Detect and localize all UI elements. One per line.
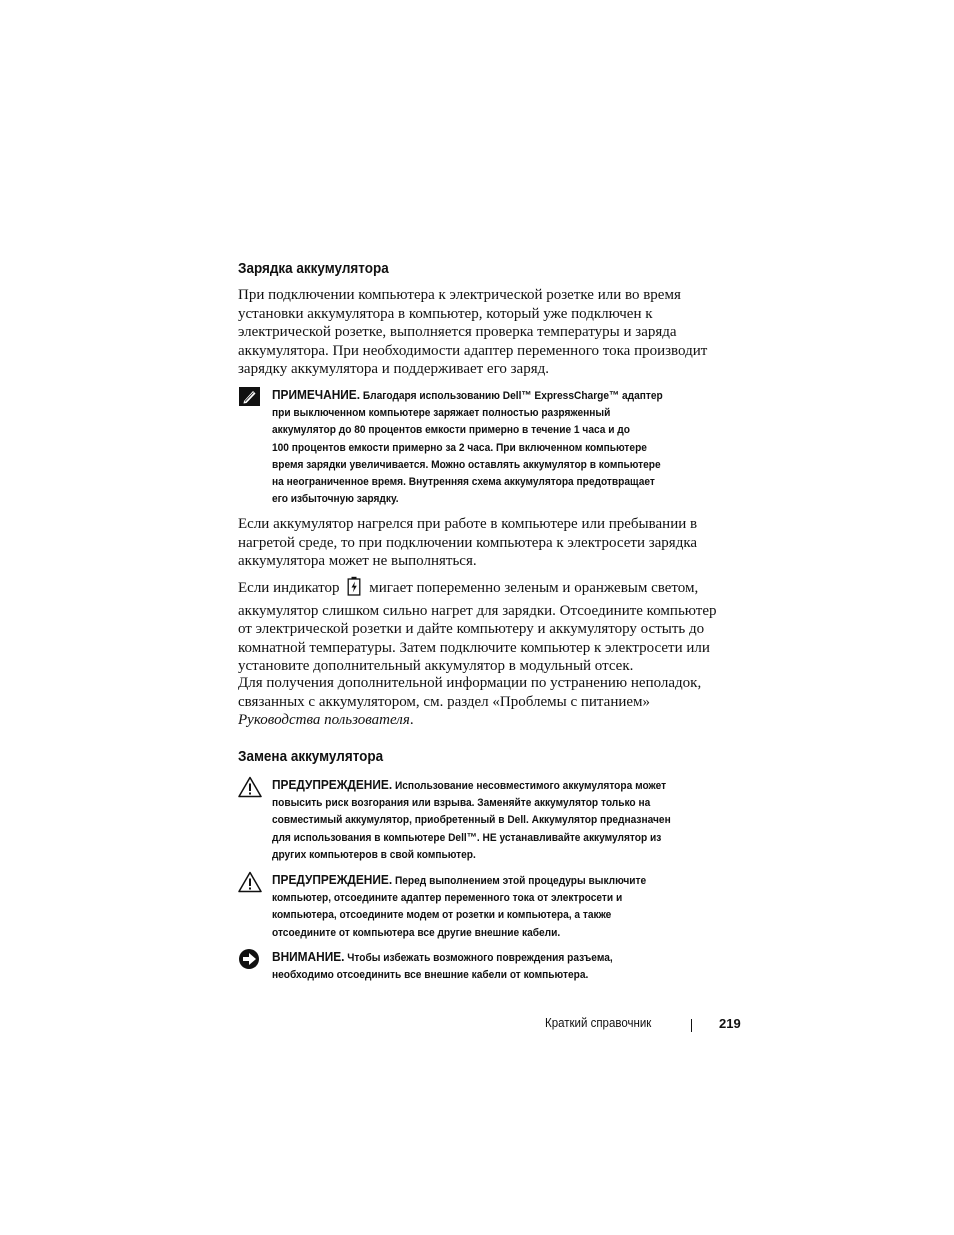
text-line: аккумулятора может не выполняться. [238, 553, 477, 569]
caution-label: ВНИМАНИЕ. [272, 949, 345, 964]
text-fragment: Если индикатор [238, 580, 340, 596]
caution-arrow-icon [238, 948, 262, 970]
paragraph-charging-intro [238, 286, 738, 379]
paragraph-more-info [238, 674, 738, 730]
text-line: Если аккумулятор нагрелся при работе в компьютере или пребывании в [238, 516, 698, 532]
note-line: его избыточную зарядку. [272, 493, 399, 506]
section-heading-replacing: Замена аккумулятора [238, 749, 384, 765]
warning-line: других компьютеров в свой компьютер. [272, 848, 476, 861]
warning-line: компьютера, отсоедините модем от розетки и компьютера, а также [272, 909, 612, 922]
footer-divider [691, 1019, 692, 1032]
note-line: аккумулятор до 80 процентов емкости примерно в течение 1 часа и до [272, 424, 630, 437]
warning-label: ПРЕДУПРЕЖДЕНИЕ. [272, 777, 393, 792]
caution-text: Чтобы избежать возможного повреждения разъема, [347, 952, 613, 964]
note-line: на неограниченное время. Внутренняя схема аккумулятора предотвращает [272, 476, 655, 489]
warning-triangle-icon [238, 871, 262, 893]
note-label: ПРИМЕЧАНИЕ. [272, 387, 361, 402]
paragraph-indicator [238, 576, 738, 676]
warning-triangle-icon [238, 776, 262, 798]
text-line: электрической розетке, выполняется проверка температуры и заряда [238, 324, 677, 340]
battery-charge-icon [347, 576, 361, 602]
warning-line: для использования в компьютере Dell™. НЕ устанавливайте аккумулятор из [272, 831, 662, 844]
note-line: при выключенном компьютере заряжает полностью разряженный [272, 407, 611, 420]
users-guide-reference: Руководства пользователя [238, 712, 410, 728]
warning-line: отсоедините от компьютера все другие внешние кабели. [272, 926, 561, 939]
text-line: аккумулятора. При необходимости адаптер переменного тока производит [238, 342, 708, 359]
note-line: время зарядки увеличивается. Можно оставлять аккумулятор в компьютере [272, 458, 661, 471]
text-line: зарядку аккумулятора и поддерживает его заряд. [238, 361, 549, 377]
caution-line: необходимо отсоединить все внешние кабели от компьютера. [272, 969, 589, 982]
text-line: комнатной температуры. Затем подключите компьютер к электросети или [238, 639, 710, 656]
warning-text: Перед выполнением этой процедуры выключите [394, 875, 647, 887]
warning-line: компьютер, отсоедините адаптер переменного тока от электросети и [272, 892, 623, 905]
section-heading-charging: Зарядка аккумулятора [238, 261, 389, 277]
text-line: связанных с аккумулятором, см. раздел «Проблемы с питанием» [238, 693, 651, 710]
note-pencil-icon [238, 386, 262, 408]
note-text: Благодаря использованию Dell™ ExpressCharge™ адаптер [362, 390, 663, 402]
text-line: Для получения дополнительной информации по устранению неполадок, [238, 675, 702, 691]
warning-text: Использование несовместимого аккумулятора может [394, 780, 667, 792]
warning-line: совместимый аккумулятор, приобретенный в Dell. Аккумулятор предназначен [272, 814, 671, 827]
text-line: установите дополнительный аккумулятор в модульный отсек. [238, 658, 634, 674]
text-line: установки аккумулятора в компьютер, который уже подключен к [238, 305, 653, 322]
text-line: от электрической розетки и дайте компьютеру и аккумулятору остыть до [238, 621, 705, 637]
footer-title: Краткий справочник [545, 1016, 652, 1030]
warning-label: ПРЕДУПРЕЖДЕНИЕ. [272, 872, 393, 887]
note-line: 100 процентов емкости примерно за 2 часа. При включенном компьютере [272, 441, 647, 454]
text-fragment: . [409, 712, 414, 728]
page-number: 219 [719, 1016, 741, 1031]
warning-line: повысить риск возгорания или взрыва. Заменяйте аккумулятор только на [272, 797, 651, 810]
text-line: аккумулятор слишком сильно нагрет для зарядки. Отсоедините компьютер [238, 602, 717, 619]
paragraph-heat [238, 515, 738, 571]
text-line: При подключении компьютера к электрической розетке или во время [238, 287, 681, 303]
text-fragment: мигает попеременно зеленым и оранжевым светом, [369, 580, 699, 596]
text-line: нагретой среде, то при подключении компьютера к электросети зарядка [238, 534, 698, 551]
